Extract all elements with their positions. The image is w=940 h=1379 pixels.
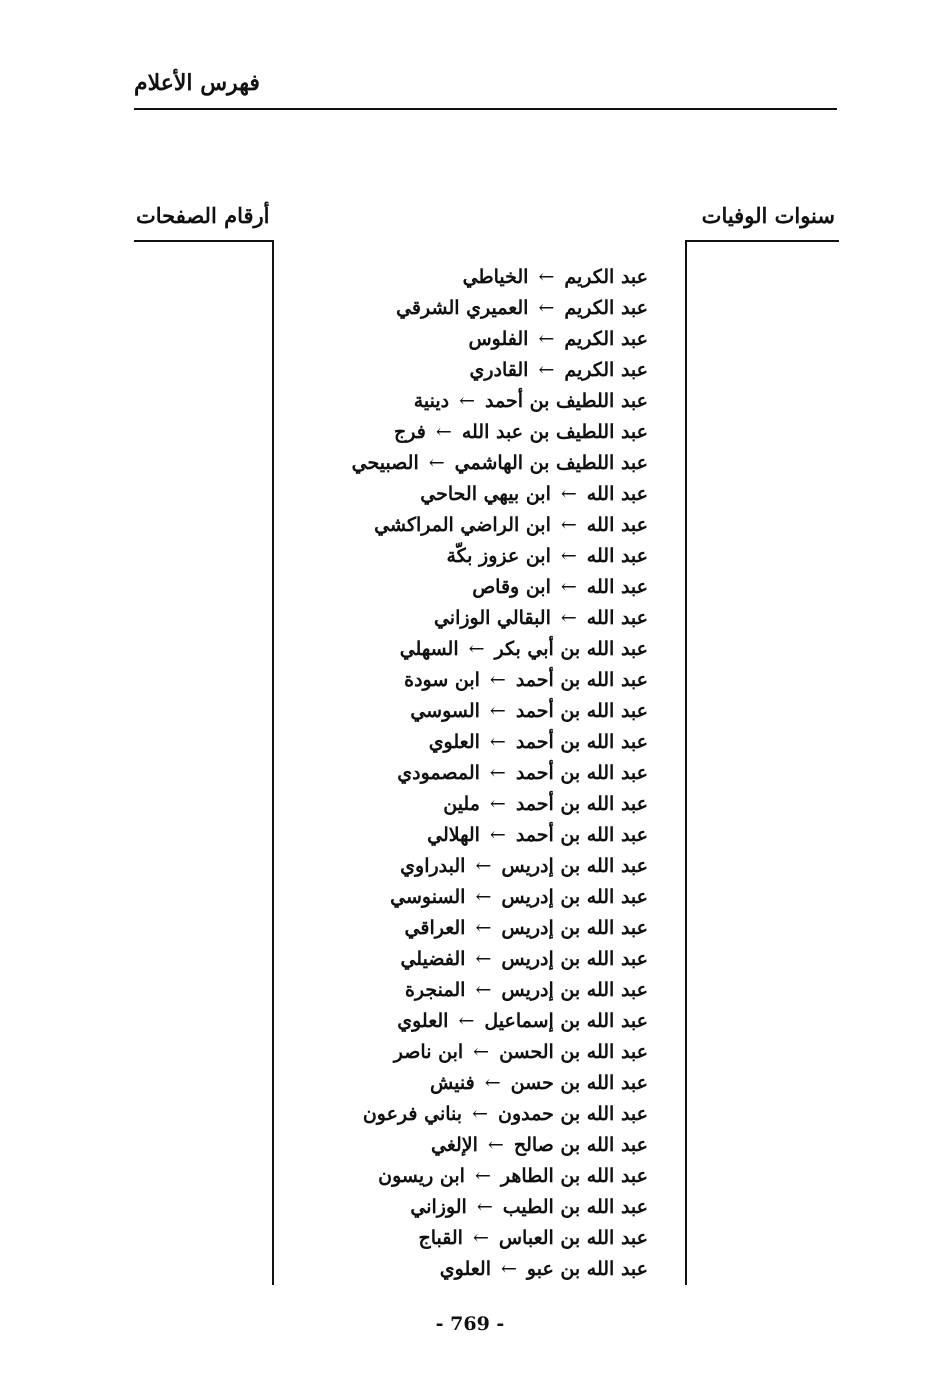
entry-reference: الخياطي (462, 266, 529, 288)
entry-reference: السوسي (410, 700, 480, 722)
index-entry (288, 355, 648, 386)
page-numbers-column-label: أرقام الصفحات (136, 203, 270, 228)
entry-reference: بناني فرعون (362, 1103, 463, 1125)
entry-name: عبد الله بن حسن (510, 1072, 648, 1094)
entry-name: عبد الله بن صالح (513, 1134, 648, 1156)
arrow-left-icon: ← (475, 855, 492, 877)
entry-reference: العلوي (397, 1010, 449, 1032)
entry-reference: البقالي الوزاني (433, 607, 551, 629)
entry-reference: العميري الشرقي (396, 297, 529, 319)
entry-name: عبد الكريم (564, 359, 648, 381)
arrow-left-icon: ← (474, 1165, 491, 1187)
entry-reference: العلوي (439, 1258, 491, 1280)
index-entry (288, 1099, 648, 1130)
entry-reference: القباج (418, 1227, 463, 1249)
arrow-left-icon: ← (475, 979, 492, 1001)
entry-reference: ابن عزوز بكّة (446, 545, 551, 567)
index-entry (288, 1161, 648, 1192)
index-entry (288, 1037, 648, 1068)
arrow-left-icon: ← (489, 731, 506, 753)
arrow-left-icon: ← (473, 1041, 490, 1063)
index-entry (288, 417, 648, 448)
entry-name: عبد الله بن العباس (498, 1227, 648, 1249)
arrow-left-icon: ← (560, 607, 577, 629)
arrow-left-icon: ← (489, 700, 506, 722)
arrow-left-icon: ← (487, 1134, 504, 1156)
arrow-left-icon: ← (538, 359, 555, 381)
entry-name: عبد الله بن أحمد (515, 731, 648, 753)
entry-name: عبد الله (586, 514, 648, 536)
header-divider (134, 108, 837, 110)
death-years-column-label: سنوات الوفيات (701, 203, 835, 228)
index-entry (288, 944, 648, 975)
index-entry (288, 541, 648, 572)
entry-reference: الفضيلي (400, 948, 466, 970)
entry-reference: الوزاني (410, 1196, 467, 1218)
arrow-left-icon: ← (560, 545, 577, 567)
page-header-title: فهرس الأعلام (134, 70, 260, 96)
index-entry (288, 975, 648, 1006)
arrow-left-icon: ← (475, 917, 492, 939)
index-entry (288, 262, 648, 293)
entry-reference: القادري (469, 359, 529, 381)
arrow-left-icon: ← (472, 1227, 489, 1249)
index-entry (288, 510, 648, 541)
entry-reference: العلوي (428, 731, 480, 753)
index-entry (288, 1130, 648, 1161)
entry-name: عبد اللطيف بن عبد الله (461, 421, 648, 443)
arrow-left-icon: ← (489, 793, 506, 815)
index-entry (288, 820, 648, 851)
index-entry (288, 603, 648, 634)
arrow-left-icon: ← (489, 762, 506, 784)
entry-reference: الصبيحي (351, 452, 419, 474)
arrow-left-icon: ← (476, 1196, 493, 1218)
arrow-left-icon: ← (489, 824, 506, 846)
entry-name: عبد الكريم (564, 266, 648, 288)
death-years-column-frame (685, 240, 839, 1285)
entry-name: عبد الله بن عبو (526, 1258, 648, 1280)
entry-name: عبد الله بن حمدون (497, 1103, 648, 1125)
entry-reference: فرج (394, 421, 426, 443)
arrow-left-icon: ← (538, 266, 555, 288)
entry-name: عبد الله بن إسماعيل (484, 1010, 648, 1032)
entry-reference: ابن ريسون (378, 1165, 465, 1187)
entry-name: عبد الكريم (564, 328, 648, 350)
entry-name: عبد الله بن أحمد (515, 824, 648, 846)
entry-reference: ابن ناصر (393, 1041, 464, 1063)
entry-name: عبد الله بن الطاهر (500, 1165, 648, 1187)
entry-name: عبد الله بن أحمد (515, 793, 648, 815)
arrow-left-icon: ← (560, 483, 577, 505)
entry-reference: الهلالي (427, 824, 480, 846)
page-numbers-column-frame (134, 240, 274, 1285)
names-index-list (288, 262, 648, 1285)
entry-name: عبد الله بن إدريس (501, 917, 648, 939)
entry-reference: ابن وقاص (472, 576, 551, 598)
arrow-left-icon: ← (435, 421, 452, 443)
arrow-left-icon: ← (560, 514, 577, 536)
index-entry (288, 1192, 648, 1223)
arrow-left-icon: ← (538, 328, 555, 350)
index-entry (288, 479, 648, 510)
index-entry (288, 851, 648, 882)
arrow-left-icon: ← (538, 297, 555, 319)
index-entry (288, 324, 648, 355)
entry-reference: الإلغي (431, 1134, 478, 1156)
entry-reference: العراقي (404, 917, 466, 939)
index-entry (288, 448, 648, 479)
page-number: - 769 - (435, 1313, 505, 1335)
arrow-left-icon: ← (458, 1010, 475, 1032)
arrow-left-icon: ← (459, 390, 476, 412)
entry-name: عبد اللطيف بن الهاشمي (454, 452, 648, 474)
arrow-left-icon: ← (489, 669, 506, 691)
index-entry (288, 1068, 648, 1099)
index-entry (288, 696, 648, 727)
entry-reference: السنوسي (390, 886, 466, 908)
entry-reference: ملين (443, 793, 480, 815)
index-entry (288, 386, 648, 417)
entry-reference: المنجرة (404, 979, 466, 1001)
index-entry (288, 293, 648, 324)
entry-name: عبد الله بن أحمد (515, 700, 648, 722)
entry-name: عبد الله (586, 607, 648, 629)
index-entry (288, 665, 648, 696)
entry-name: عبد الله بن إدريس (501, 886, 648, 908)
arrow-left-icon: ← (475, 948, 492, 970)
entry-name: عبد الله بن أحمد (515, 669, 648, 691)
index-entry (288, 1254, 648, 1285)
index-entry (288, 727, 648, 758)
index-entry (288, 789, 648, 820)
entry-reference: ابن بيهي الحاحي (420, 483, 551, 505)
entry-reference: ابن الراضي المراكشي (374, 514, 551, 536)
arrow-left-icon: ← (472, 1103, 488, 1125)
arrow-left-icon: ← (475, 886, 492, 908)
entry-name: عبد الله بن أحمد (515, 762, 648, 784)
index-entry (288, 1223, 648, 1254)
entry-name: عبد الله بن الطيب (502, 1196, 648, 1218)
arrow-left-icon: ← (468, 638, 485, 660)
index-entry (288, 572, 648, 603)
entry-name: عبد الله بن الحسن (499, 1041, 648, 1063)
entry-name: عبد الله (586, 576, 648, 598)
entry-reference: فنيش (429, 1072, 475, 1094)
entry-name: عبد الله (586, 545, 648, 567)
arrow-left-icon: ← (560, 576, 577, 598)
index-entry (288, 882, 648, 913)
arrow-left-icon: ← (484, 1072, 501, 1094)
index-entry (288, 758, 648, 789)
arrow-left-icon: ← (428, 452, 445, 474)
index-entry (288, 913, 648, 944)
entry-reference: الفلوس (468, 328, 529, 350)
entry-name: عبد الكريم (564, 297, 648, 319)
entry-name: عبد الله بن إدريس (501, 979, 648, 1001)
entry-name: عبد الله بن إدريس (501, 948, 648, 970)
entry-name: عبد الله بن إدريس (501, 855, 648, 877)
entry-reference: دينية (413, 390, 450, 412)
index-entry (288, 1006, 648, 1037)
entry-reference: السهلي (399, 638, 459, 660)
entry-reference: ابن سودة (404, 669, 480, 691)
entry-name: عبد اللطيف بن أحمد (485, 390, 648, 412)
arrow-left-icon: ← (501, 1258, 517, 1280)
entry-reference: البدراوي (400, 855, 466, 877)
entry-name: عبد الله (586, 483, 648, 505)
entry-reference: المصمودي (397, 762, 480, 784)
index-entry (288, 634, 648, 665)
entry-name: عبد الله بن أبي بكر (494, 638, 648, 660)
